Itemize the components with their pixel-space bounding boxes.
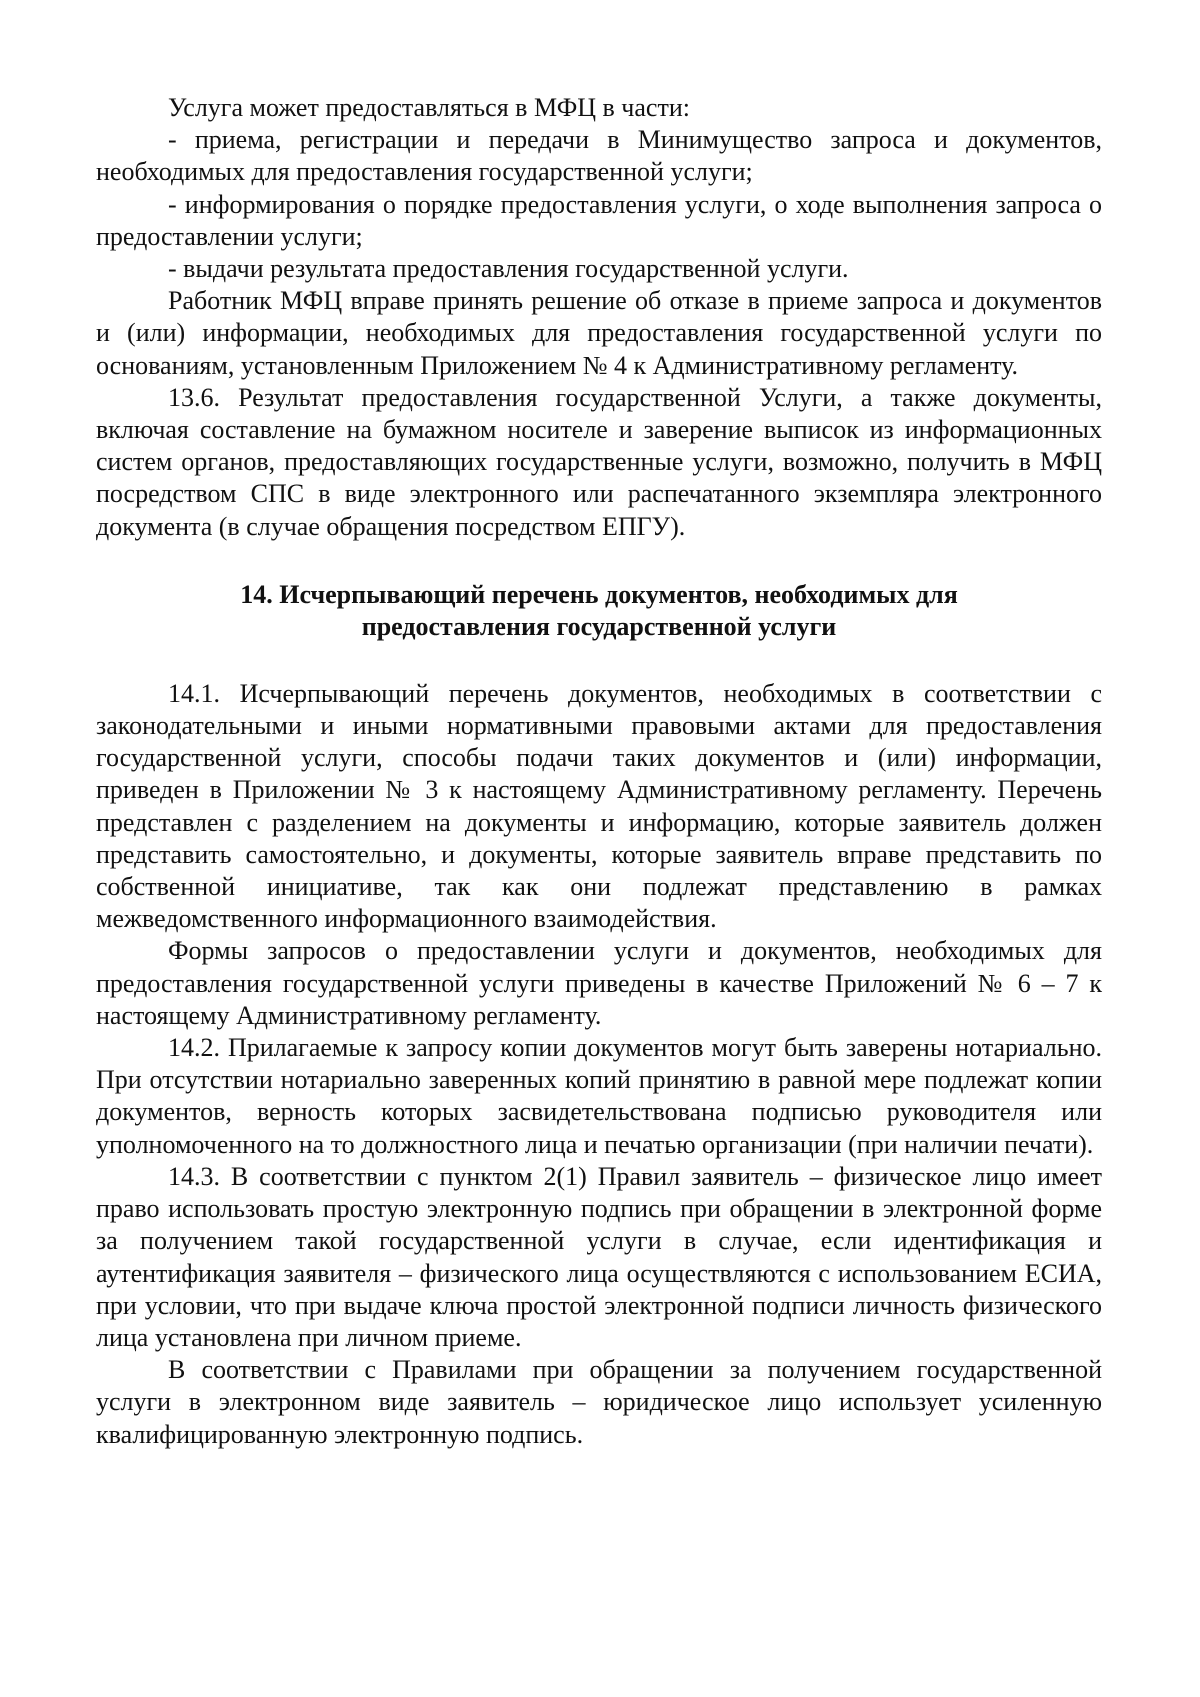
paragraph-request-forms: Формы запросов о предоставлении услуги и документов, необходимых для предоставления государственной услуги приведены в качестве Приложений № 6 – 7 к настоящему Административному регламенту. — [96, 936, 1102, 1030]
paragraph-14-3: 14.3. В соответствии с пунктом 2(1) Правил заявитель – физическое лицо имеет право использовать простую электронную подпись при обращении в электронной форме за получением такой государственной услуги в случае, если идентификация и аутентификация заявителя – физического лица осуществляются с использованием ЕСИА, при условии, что при выдаче ключа простой электронной подписи личность физического лица установлена при личном приеме. — [96, 1161, 1102, 1352]
paragraph-mfc-intro: Услуга может предоставляться в МФЦ в части: — [168, 93, 690, 122]
document-page — [96, 92, 1102, 1451]
paragraph-14-1: 14.1. Исчерпывающий перечень документов, необходимых в соответствии с законодательными и иными нормативными правовыми актами для предоставления государственной услуги, способы подачи таких документов и (или) информации, приведен в Приложении № 3 к настоящему Административному регламенту. Перечень представлен с разделением на документы и информацию, которые заявитель должен представить самостоятельно, и документы, которые заявитель вправе представить по собственной инициативе, так как они подлежат представлению в рамках межведомственного информационного взаимодействия. — [96, 678, 1102, 934]
paragraph-mfc-refusal: Работник МФЦ вправе принять решение об отказе в приеме запроса и документов и (или) информации, необходимых для предоставления государственной услуги по основаниям, установленным Приложением № 4 к Административному регламенту. — [96, 286, 1102, 380]
section-heading-line-1: 14. Исчерпывающий перечень документов, необходимых для — [240, 579, 958, 609]
list-item-reception: - приема, регистрации и передачи в Минимущество запроса и документов, необходимых для предоставления государственной услуги; — [96, 125, 1102, 187]
paragraph-14-2: 14.2. Прилагаемые к запросу копии документов могут быть заверены нотариально. При отсутствии нотариально заверенных копий принятию в равной мере подлежат копии документов, верность которых засвидетельствована подписью руководителя или уполномоченного на то должностного лица и печатью организации (при наличии печати). — [96, 1033, 1102, 1159]
paragraph-legal-entity-signature: В соответствии с Правилами при обращении за получением государственной услуги в электронном виде заявитель – юридическое лицо использует усиленную квалифицированную электронную подпись. — [96, 1355, 1102, 1449]
section-heading-line-2: предоставления государственной услуги — [361, 612, 837, 642]
paragraph-13-6: 13.6. Результат предоставления государственной Услуги, а также документы, включая составление на бумажном носителе и заверение выписок из информационных систем органов, предоставляющих государственные услуги, возможно, получить в МФЦ посредством СПС в виде электронного или распечатанного экземпляра электронного документа (в случае обращения посредством ЕПГУ). — [96, 382, 1102, 541]
list-item-informing: - информирования о порядке предоставления услуги, о ходе выполнения запроса о предоставлении услуги; — [96, 189, 1102, 251]
list-item-issuing: - выдачи результата предоставления государственной услуги. — [168, 254, 849, 284]
section-heading-14 — [96, 579, 1102, 644]
